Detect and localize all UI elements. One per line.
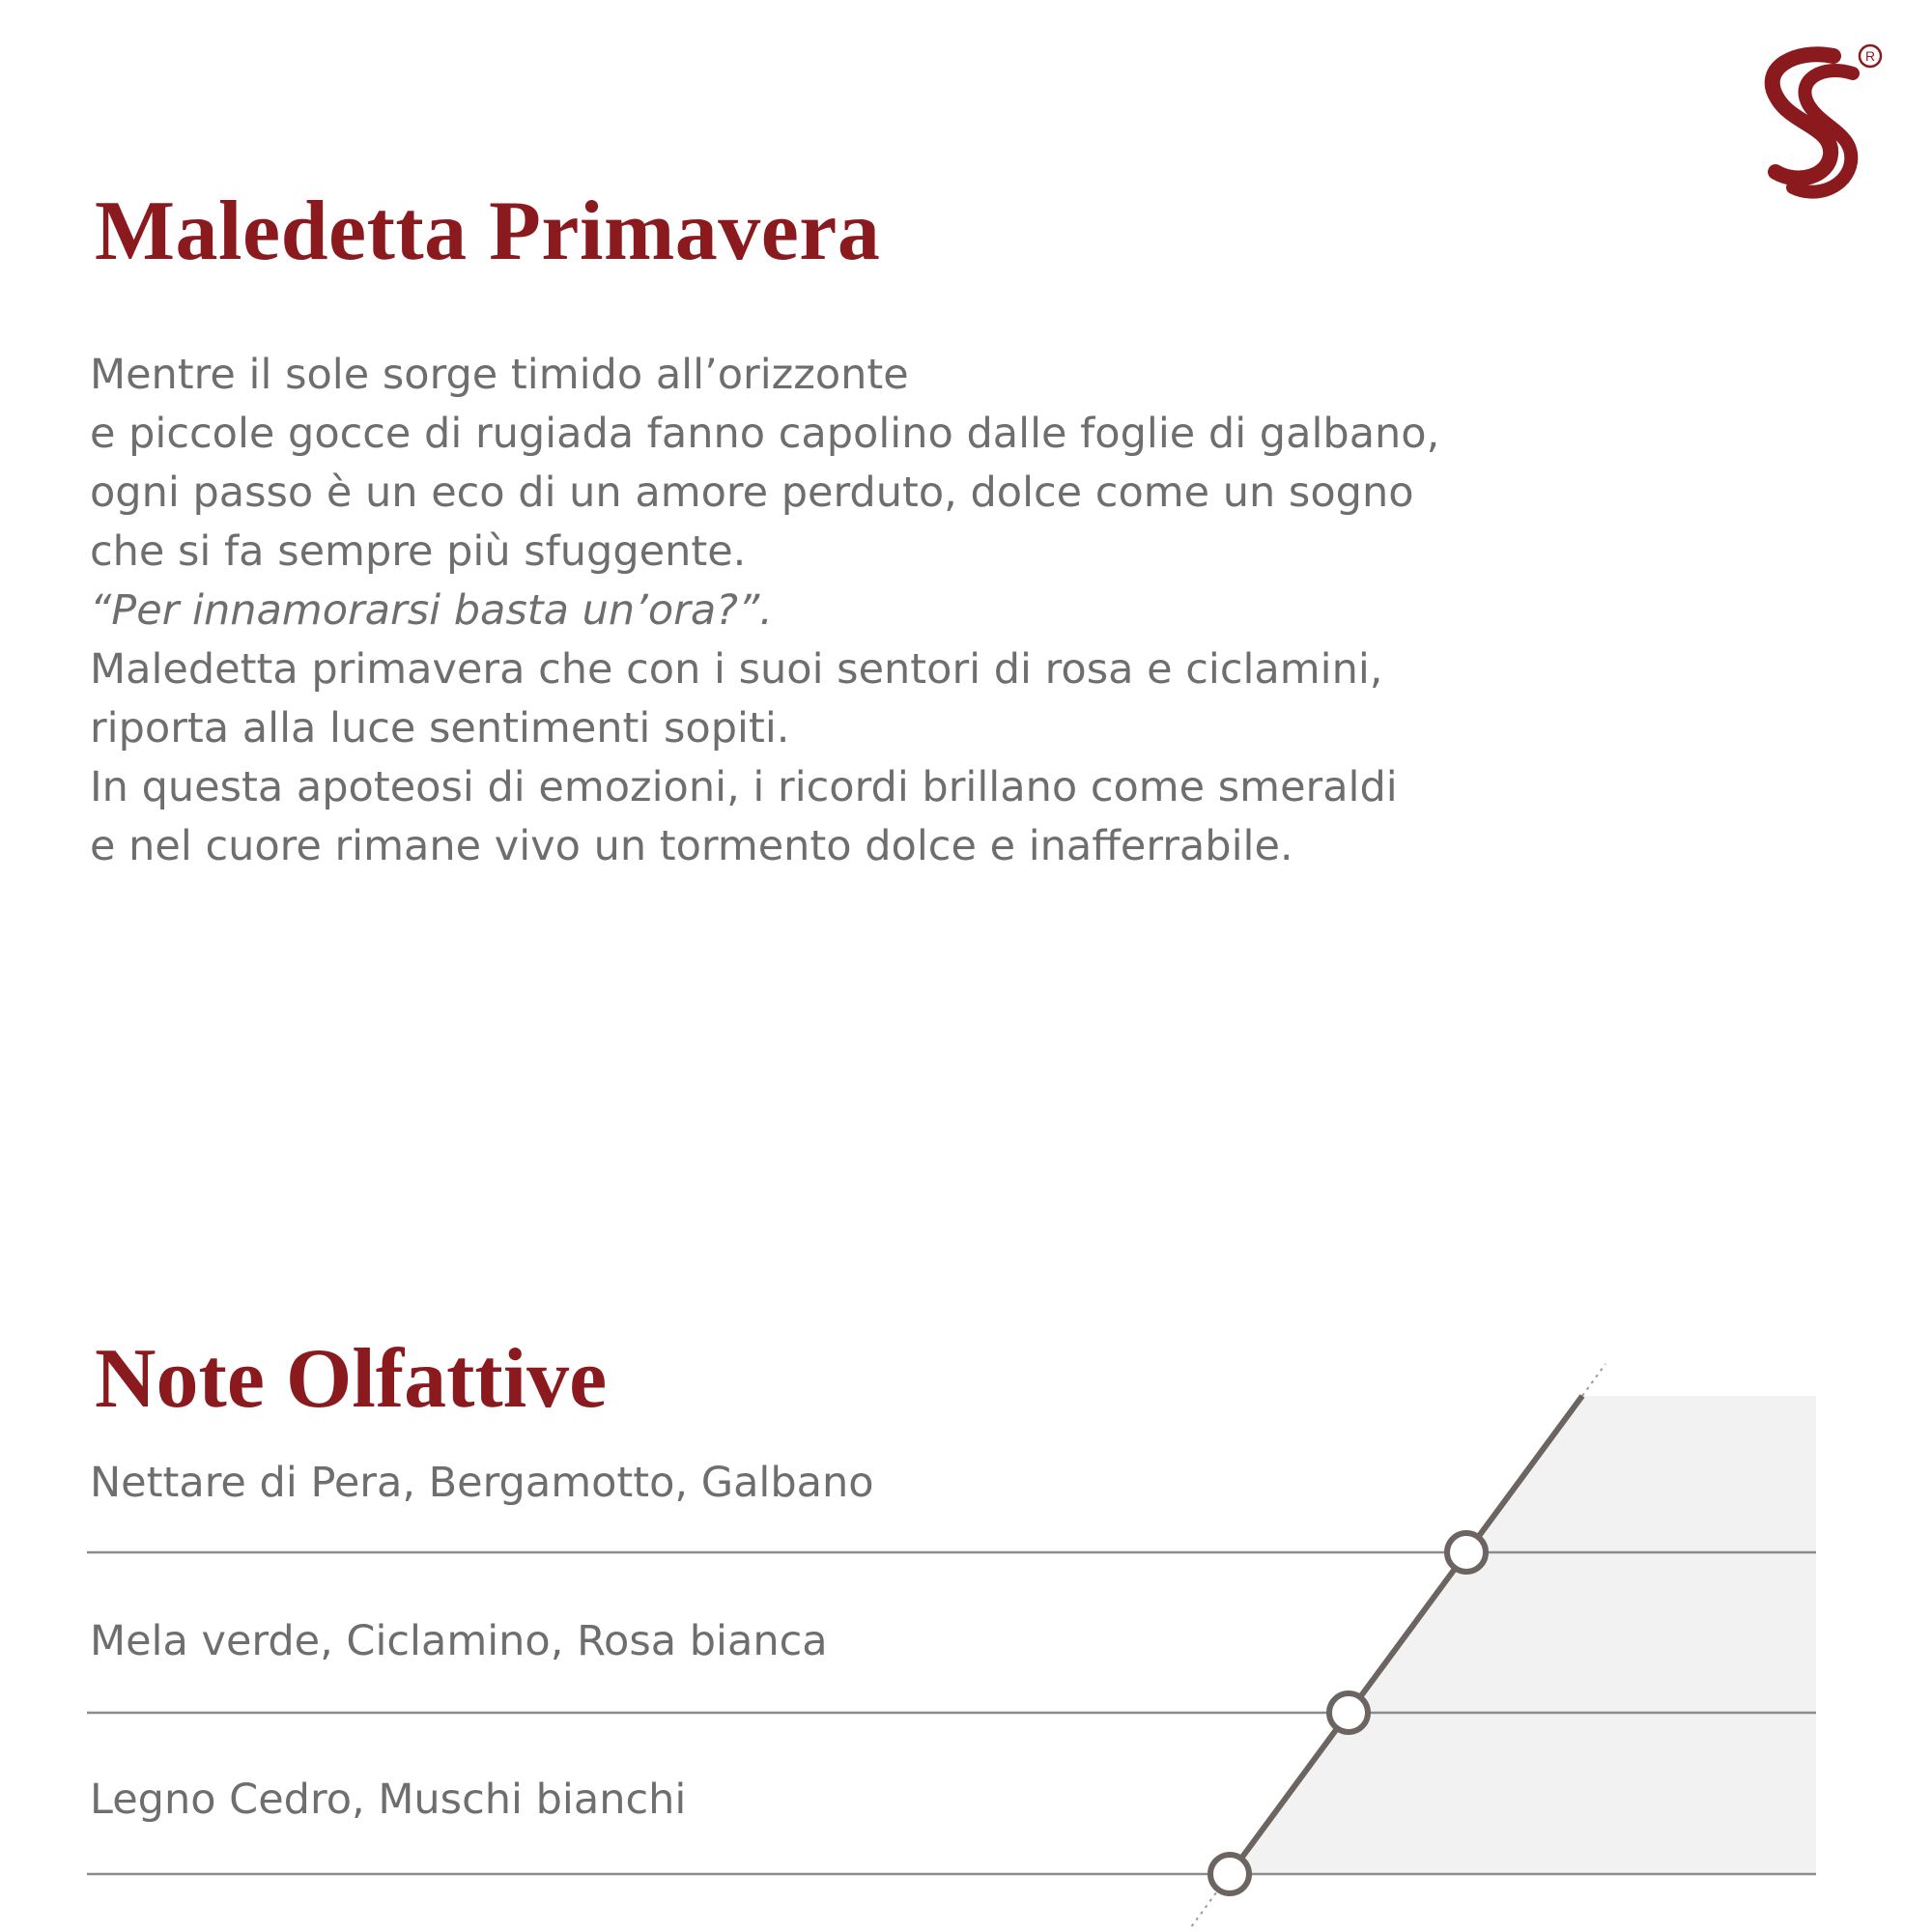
description-line: Mentre il sole sorge timido all’orizzonte	[90, 351, 909, 399]
heart-note-marker-icon	[1329, 1693, 1368, 1732]
description-line: riporta alla luce sentimenti sopiti.	[90, 704, 790, 753]
top-notes-text: Nettare di Pera, Bergamotto, Galbano	[90, 1459, 874, 1507]
description-line: e piccole gocce di rugiada fanno capolino dalle foglie di galbano,	[90, 410, 1440, 458]
description-line: In questa apoteosi di emozioni, i ricordi brillano come smeraldi	[90, 763, 1398, 811]
description-quote-line: “Per innamorarsi basta un’ora?”.	[90, 586, 773, 635]
svg-text:R: R	[1864, 48, 1876, 64]
description-line: Maledetta primavera che con i suoi sentori di rosa e ciclamini,	[90, 645, 1383, 694]
heart-notes-text: Mela verde, Ciclamino, Rosa bianca	[90, 1617, 828, 1665]
top-note-marker-icon	[1447, 1533, 1486, 1572]
product-title: Maledetta Primavera	[95, 185, 881, 278]
pyramid-diagonal-line	[1230, 1396, 1582, 1874]
brand-logo-icon	[1739, 39, 1884, 213]
pyramid-top-dotted-line	[1582, 1364, 1605, 1396]
pyramid-shaded-area	[1230, 1396, 1816, 1874]
product-description	[90, 346, 1655, 876]
description-line: ogni passo è un eco di un amore perduto, dolce come un sogno	[90, 469, 1414, 517]
description-line: che si fa sempre più sfuggente.	[90, 527, 747, 576]
description-line: e nel cuore rimane vivo un tormento dolce e inafferrabile.	[90, 822, 1293, 870]
base-notes-text: Legno Cedro, Muschi bianchi	[90, 1776, 687, 1824]
notes-section-title: Note Olfattive	[95, 1332, 608, 1426]
pyramid-bottom-dotted-line	[1191, 1874, 1230, 1927]
base-note-marker-icon	[1210, 1855, 1249, 1893]
